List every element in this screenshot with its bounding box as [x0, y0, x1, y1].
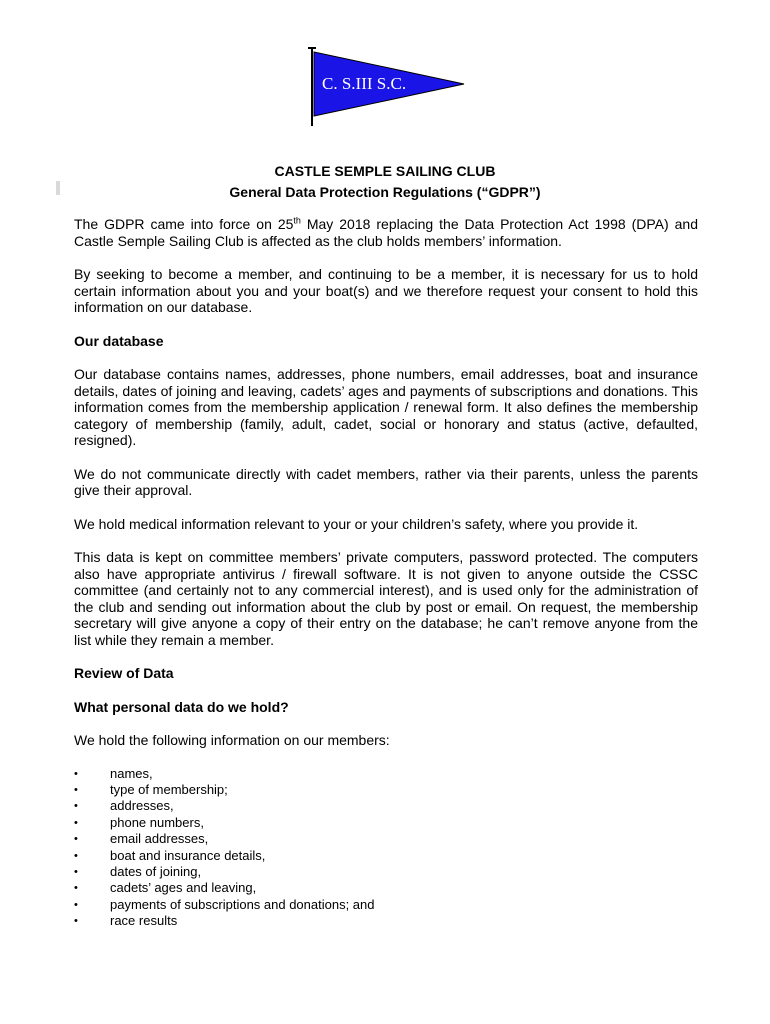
review-subheading: What personal data do we hold? — [74, 698, 289, 715]
review-heading: Review of Data — [74, 665, 174, 681]
list-item: • names, — [74, 765, 153, 781]
list-item: • addresses, — [74, 798, 174, 814]
list-item: • race results — [74, 913, 178, 929]
bullet-icon: • — [74, 767, 78, 780]
bullet-icon: • — [74, 783, 78, 796]
bullet-icon: • — [74, 816, 78, 829]
database-paragraph-2: We do not communicate directly with cadet members, rather via their parents, unless the parents give their approval. — [74, 465, 698, 498]
database-heading: Our database — [74, 332, 164, 349]
database-paragraph-4: This data is kept on committee members’ private computers, password protected. The computers also have appropriate antivirus / firewall software. It is not given to anyone outside the CSSC committee (and certainly not to any commercial interest), and is used only for the administration of the club and sending out information about the club by post or email. On request, the membership secretary will give anyone a copy of their entry on the database; he can’t remove anyone from the list while they remain a member. — [74, 549, 698, 648]
bullet-icon: • — [74, 833, 78, 846]
review-intro: We hold the following information on our members: — [74, 732, 390, 748]
club-burgee-logo — [306, 46, 466, 126]
bullet-icon: • — [74, 800, 78, 813]
database-paragraph-1: Our database contains names, addresses, phone numbers, email addresses, boat and insurance details, dates of joining and leaving, cadets’ ages and payments of subscriptions and donations. This information comes from the membership application / renewal form. It also defines the membership category of membership (family, adult, cadet, social or honorary and status (active, defaulted, resigned). — [74, 366, 698, 448]
bullet-icon: • — [74, 898, 78, 911]
page-title: CASTLE SEMPLE SAILING CLUB — [274, 163, 496, 179]
list-item: • dates of joining, — [74, 863, 202, 879]
list-item: • type of membership; — [74, 781, 228, 797]
list-item: • cadets’ ages and leaving, — [74, 880, 257, 896]
bullet-icon: • — [74, 849, 78, 862]
page-subtitle: General Data Protection Regulations (“GDPR”) — [229, 184, 541, 200]
list-item: • phone numbers, — [74, 814, 204, 830]
database-paragraph-3: We hold medical information relevant to your or your children’s safety, where you provide it. — [74, 515, 639, 532]
data-held-list — [74, 766, 698, 930]
bullet-icon: • — [74, 865, 78, 878]
list-item: • email addresses, — [74, 831, 209, 847]
list-item: • boat and insurance details, — [74, 847, 266, 863]
intro-paragraph-1: The GDPR came into force on 25th May 2018 replacing the Data Protection Act 1998 (DPA) and Castle Semple Sailing Club is affected as the club holds members’ information. — [74, 215, 698, 249]
list-item: • payments of subscriptions and donations; and — [74, 896, 375, 912]
burgee-text: C. S.III S.C. — [322, 74, 407, 93]
document-body — [74, 216, 698, 930]
bullet-icon: • — [74, 915, 78, 928]
bullet-icon: • — [74, 882, 78, 895]
intro-paragraph-2: By seeking to become a member, and continuing to be a member, it is necessary for us to hold certain information about you and your boat(s) and we therefore request your consent to hold this information on our database. — [74, 266, 698, 315]
